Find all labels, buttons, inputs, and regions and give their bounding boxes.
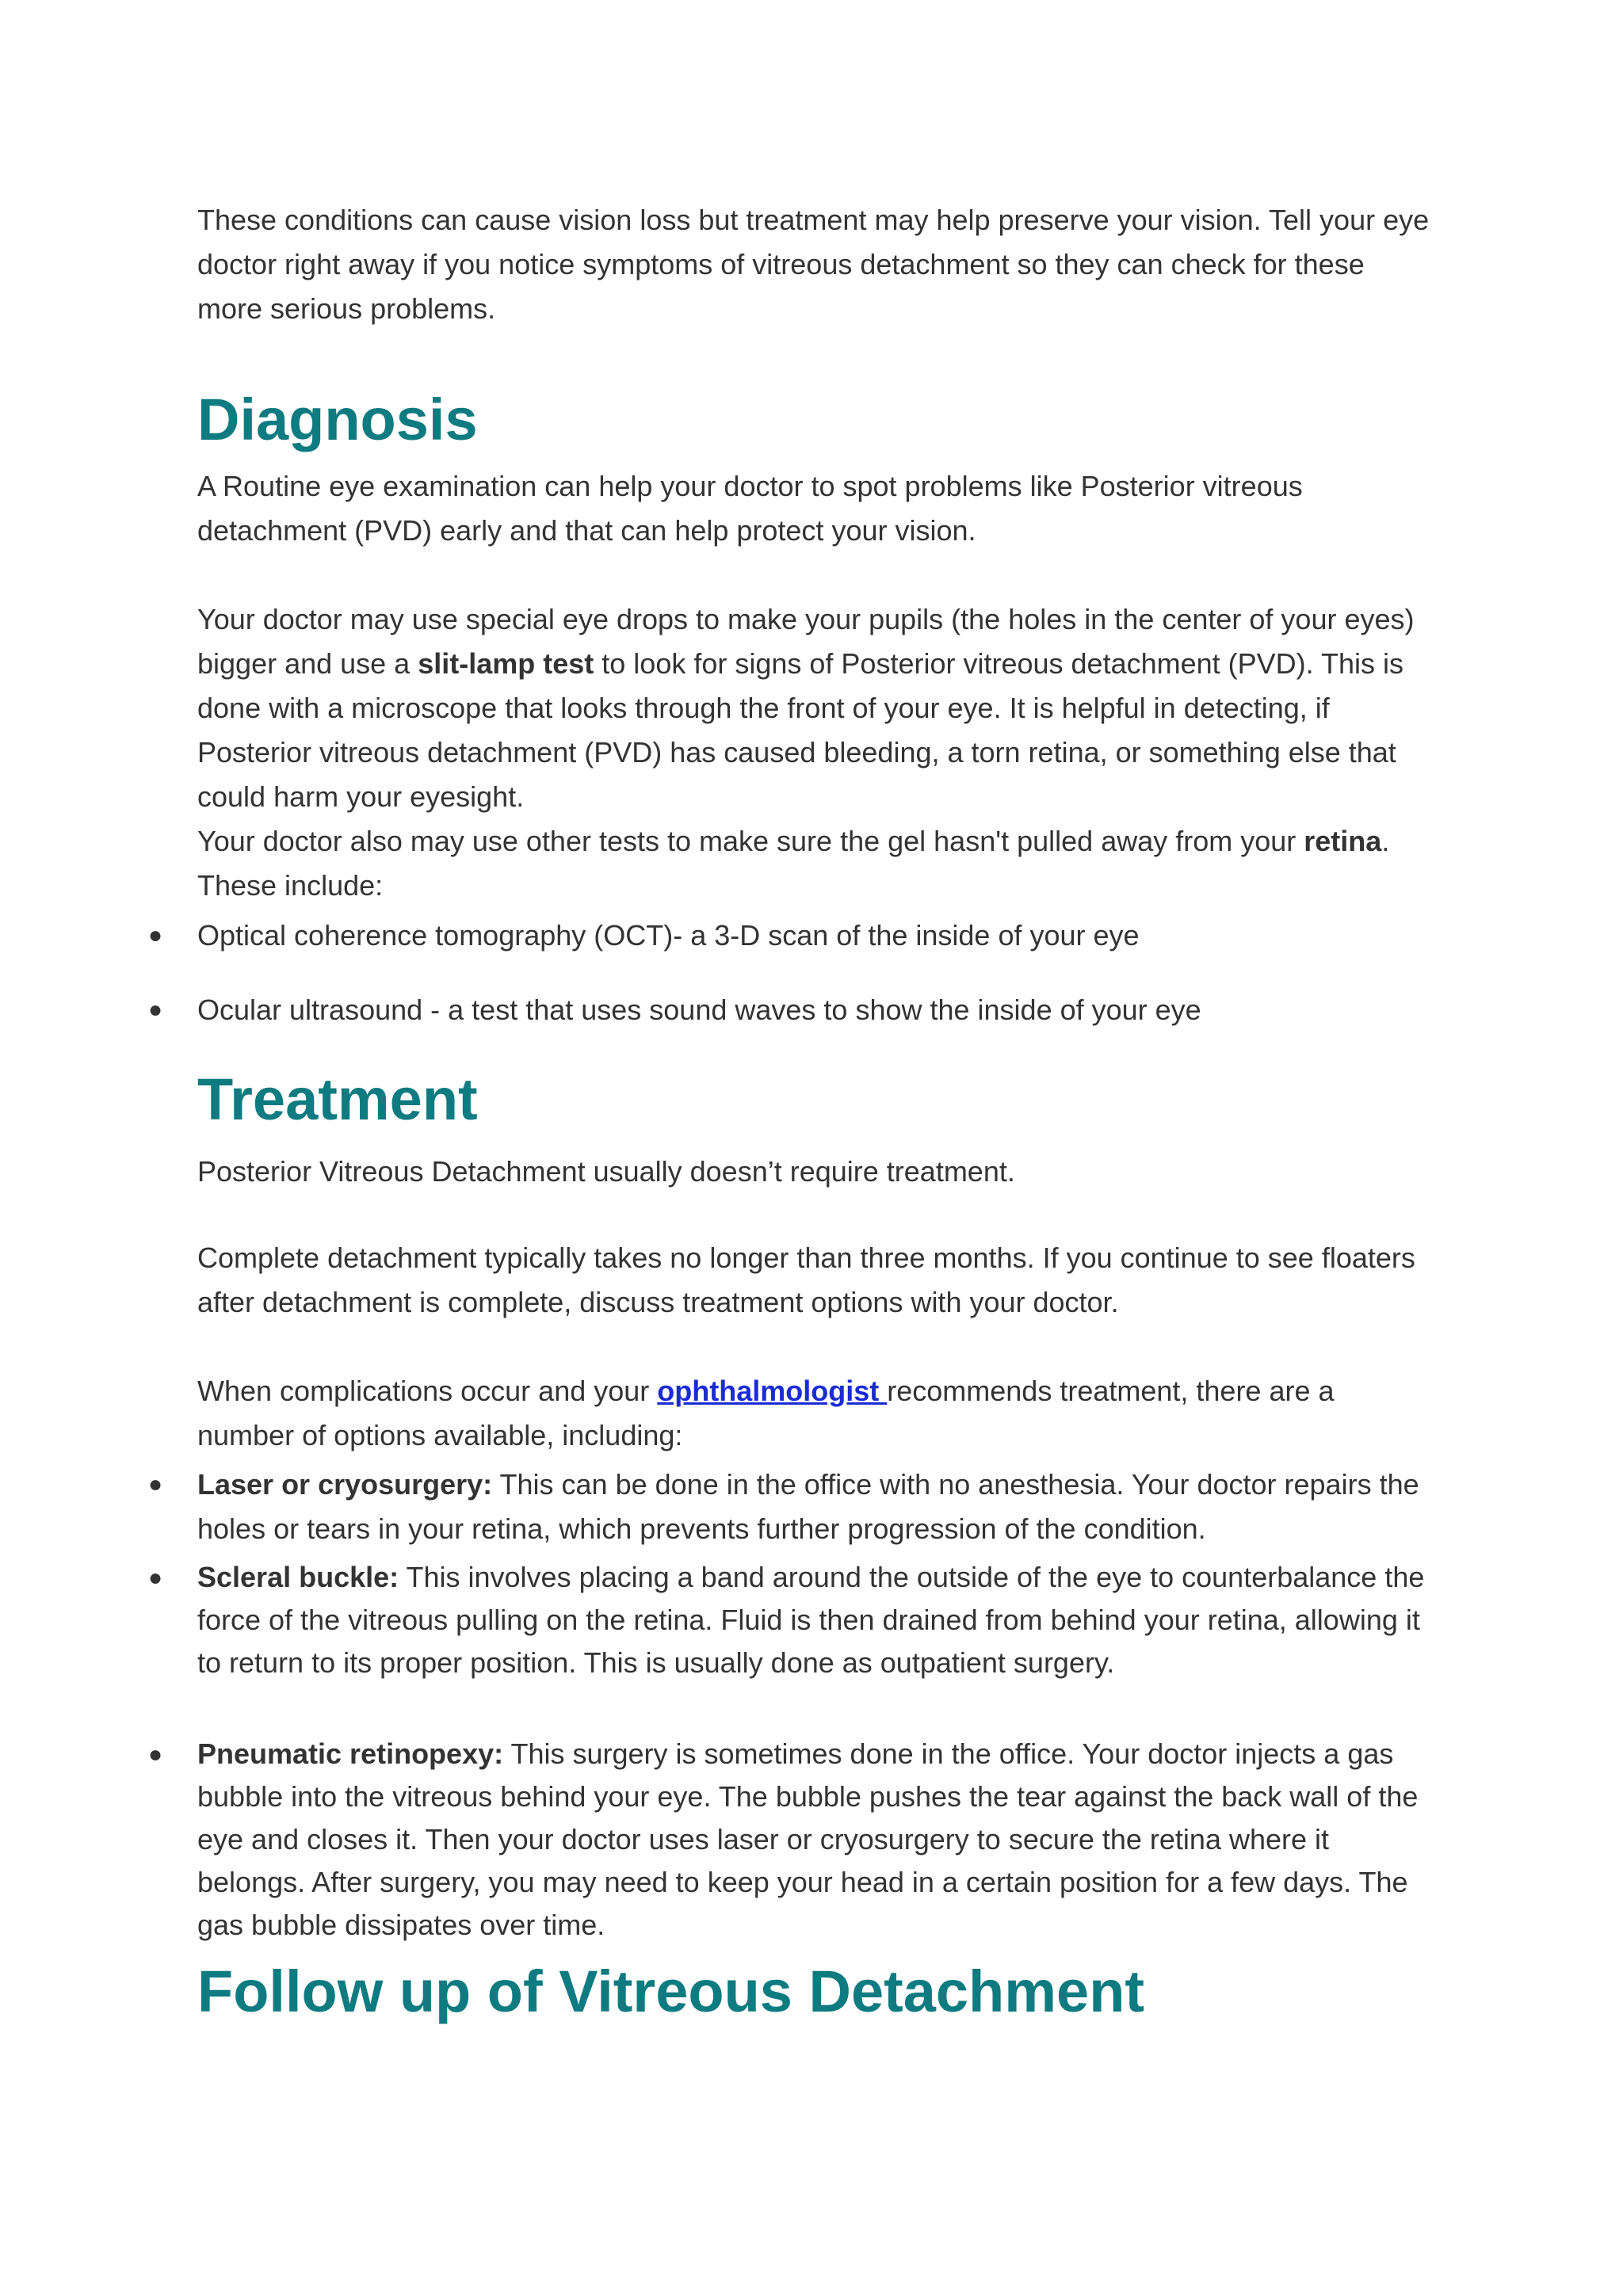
list-item-text: Ocular ultrasound - a test that uses sound waves to show the inside of your eye [197, 994, 1201, 1026]
intro-paragraph: These conditions can cause vision loss but treatment may help preserve your vision. Tell your eye doctor right away if you notice symptoms of vitreous detachment so they can check for these more serious problems. [197, 204, 1430, 325]
option-text: This involves placing a band around the outside of the eye to counterbalance the force of the vitreous pulling on the retina. Fluid is then drained from behind your retina, allowing it to return to its proper position. This is usually done as outpatient surgery. [197, 1561, 1425, 1679]
treatment-paragraph-2: Complete detachment typically takes no longer than three months. If you continue to see floaters after detachment is complete, discuss treatment options with your doctor. [197, 1241, 1415, 1318]
diagnosis-paragraph-2 [197, 597, 1434, 819]
option-label: Scleral buckle: [197, 1561, 399, 1593]
list-item [147, 988, 1434, 1032]
treatment-p3-text-b: recommends treatment, there are a number of options available, including: [197, 1375, 1335, 1451]
diagnosis-paragraph-1: A Routine eye examination can help your doctor to spot problems like Posterior vitreous detachment (PVD) early and that can help protect your vision. [197, 470, 1303, 547]
list-item-text: Optical coherence tomography (OCT)- a 3-D scan of the inside of your eye [197, 919, 1140, 952]
option-text: This can be done in the office with no anesthesia. Your doctor repairs the holes or tears in your retina, which prevents further progression of the condition. [197, 1468, 1419, 1545]
list-item [147, 913, 1434, 958]
diagnosis-p2-text-a: Your doctor may use special eye drops to make your pupils (the holes in the center of your eyes) bigger and use a [197, 603, 1415, 680]
diagnosis-heading: Diagnosis [197, 387, 478, 452]
diagnosis-paragraph-3 [197, 819, 1434, 908]
option-label: Pneumatic retinopexy: [197, 1737, 504, 1770]
option-label: Laser or cryosurgery: [197, 1468, 493, 1501]
followup-heading: Follow up of Vitreous Detachment [197, 1958, 1145, 2024]
diagnosis-p2-text-b: to look for signs of Posterior vitreous detachment (PVD). This is done with a microscope that looks through the front of your eye. It is helpful in detecting, if Posterior vitreous detachment (PVD) has caused bleeding, a torn retina, or something else that could harm your eyesight. [197, 647, 1404, 813]
slit-lamp-test-term: slit-lamp test [418, 647, 594, 680]
list-item [147, 1556, 1434, 1684]
diagnosis-p3-text-b: . These include: [197, 825, 1390, 902]
option-text: This surgery is sometimes done in the office. Your doctor injects a gas bubble into the vitreous behind your eye. The bubble pushes the tear against the back wall of the eye and closes it. Then your doctor uses laser or cryosurgery to secure the retina where it belongs. After surgery, you may need to keep your head in a certain position for a few days. The gas bubble dissipates over time. [197, 1737, 1419, 1941]
retina-term: retina [1304, 825, 1382, 857]
list-item [147, 1463, 1434, 1551]
bullet-icon: ● [147, 1565, 163, 1591]
ophthalmologist-link[interactable]: ophthalmologist [657, 1375, 888, 1407]
bullet-icon: ● [147, 922, 163, 948]
bullet-icon: ● [147, 997, 163, 1023]
bullet-icon: ● [147, 1741, 163, 1768]
list-item [147, 1733, 1434, 1947]
treatment-paragraph-3 [197, 1369, 1434, 1458]
bullet-icon: ● [147, 1471, 163, 1497]
treatment-p3-text-a: When complications occur and your [197, 1375, 658, 1407]
diagnosis-p3-text-a: Your doctor also may use other tests to make sure the gel hasn't pulled away from your [197, 825, 1304, 857]
treatment-paragraph-1: Posterior Vitreous Detachment usually doesn’t require treatment. [197, 1155, 1015, 1188]
treatment-heading: Treatment [197, 1066, 478, 1132]
